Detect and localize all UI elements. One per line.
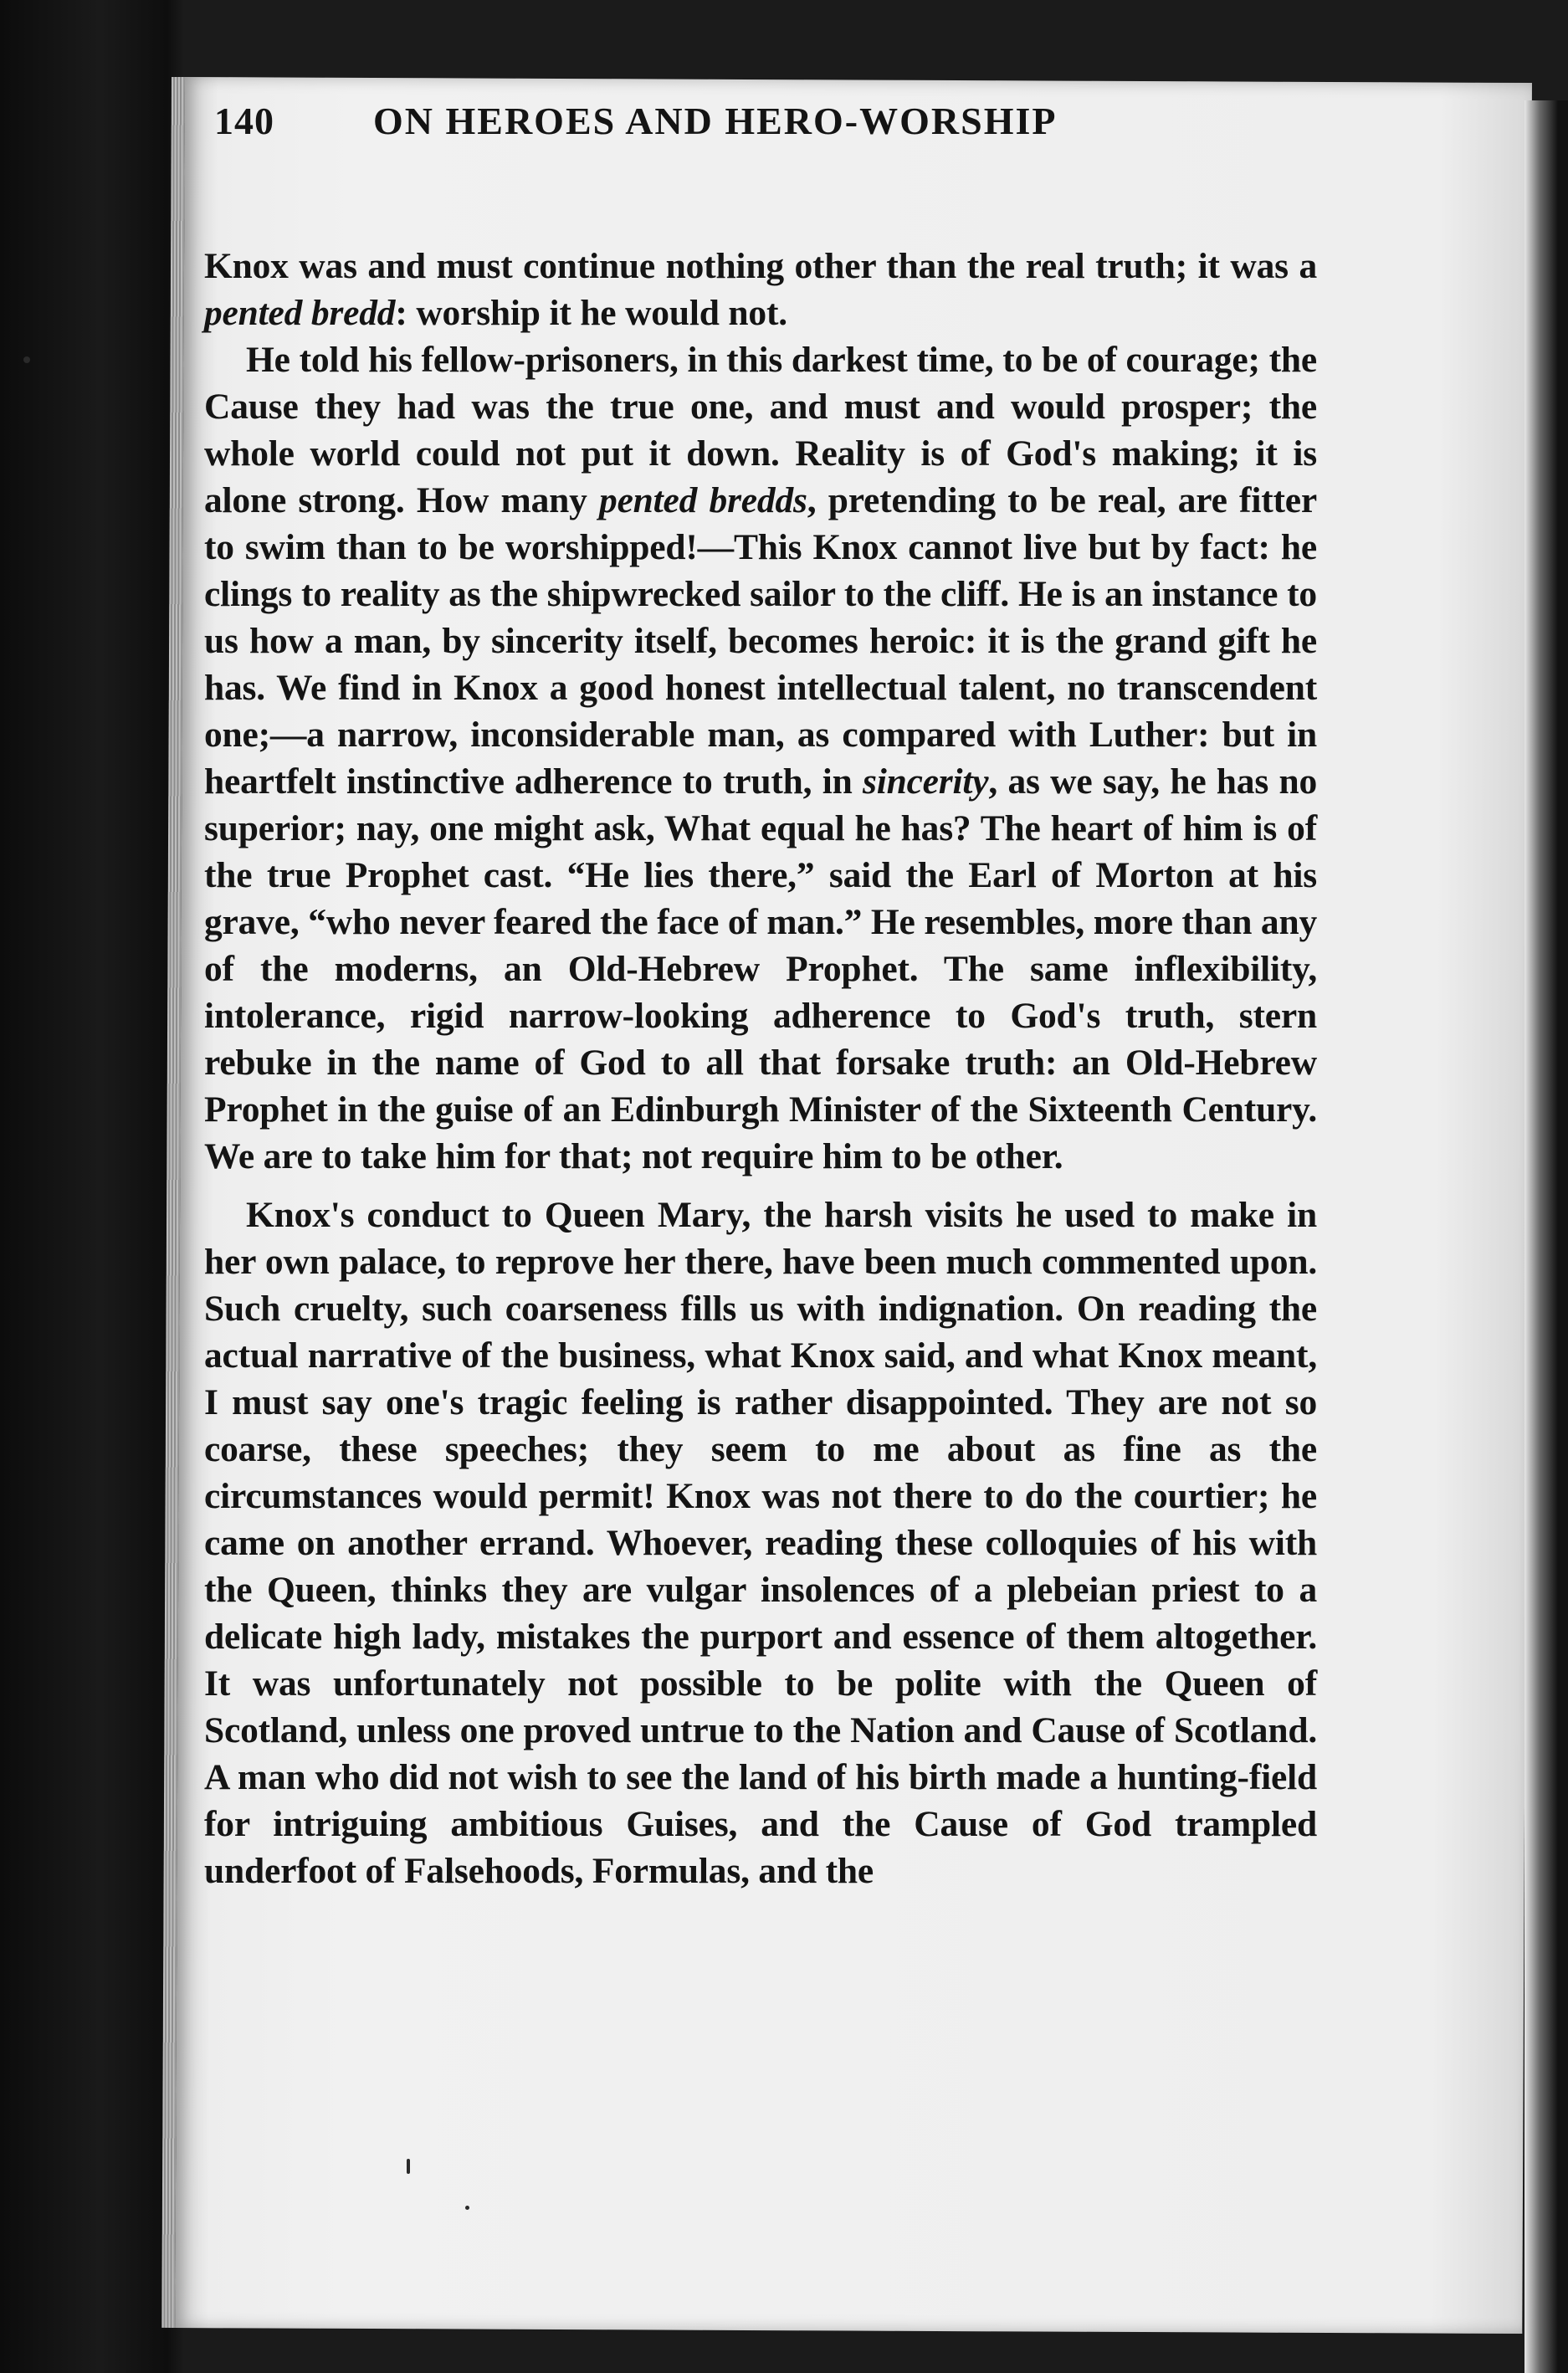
text-run: , pretending to be real, are fitter to swim than to be worshipped!—This Knox cannot live but by fact: he clings to reality as the shipwrecked sailor to the cliff. He is an instance to us how a man, by sincerity itself, becomes heroic: it is the grand gift he has. We find in Knox a good honest intellectual talent, no transcendent one;—a narrow, inconsiderable man, as compared with Luther: but in heartfelt instinctive adherence to truth, in: [204, 480, 1317, 802]
page-header: [214, 92, 1352, 151]
page-right-edge: [1524, 100, 1568, 2373]
paragraph: [204, 336, 1317, 1180]
text-run: : worship it he would not.: [395, 293, 787, 333]
paragraph: [204, 243, 1317, 336]
stray-mark: [23, 356, 30, 363]
text-run: Knox was and must continue nothing other than the real truth; it was a: [204, 246, 1317, 286]
stray-mark: [407, 2159, 410, 2174]
paragraph: [204, 1192, 1317, 1894]
body-text: [204, 243, 1317, 1894]
running-title: ON HEROES AND HERO-WORSHIP: [373, 100, 1058, 142]
italic-run: pented bredds: [599, 480, 807, 520]
text-run: Knox's conduct to Queen Mary, the harsh visits he used to make in her own palace, to reprove her there, have been much commented upon. Such cruelty, such coarseness fills us with indignation. On reading the actual narrative of the business, what Knox said, and what Knox meant, I must say one's tragic feeling is rather disappointed. They are not so coarse, these speeches; they seem to me about as fine as the circumstances would permit! Knox was not there to do the courtier; he came on another errand. Whoever, reading these colloquies of his with the Queen, thinks they are vulgar insolences of a plebeian priest to a delicate high lady, mistakes the purport and essence of them altogether. It was unfortunately not possible to be polite with the Queen of Scotland, unless one proved untrue to the Nation and Cause of Scotland. A man who did not wish to see the land of his birth made a hunting-field for intriguing ambitious Guises, and the Cause of God trampled underfoot of Falsehoods, Formulas, and the: [204, 1195, 1317, 1891]
text-run: He told his fellow-prisoners, in this darkest time, to be of courage; the Cause they had was the true one, and must and would prosper; the whole world could not put it down. Reality is of God's making; it is alone strong. How many: [204, 340, 1317, 520]
page-number: 140: [214, 100, 274, 142]
stray-mark: [465, 2206, 469, 2210]
text-run: , as we say, he has no superior; nay, one might ask, What equal he has? The heart of him is of the true Prophet cast. “He lies there,” said the Earl of Morton at his grave, “who never feared the face of man.” He resembles, more than any of the moderns, an Old-Hebrew Prophet. The same inflexibility, intolerance, rigid narrow-looking adherence to God's truth, stern rebuke in the name of God to all that forsake truth: an Old-Hebrew Prophet in the guise of an Edinburgh Minister of the Sixteenth Century. We are to take him for that; not require him to be other.: [204, 761, 1318, 1176]
italic-run: pented bredd: [204, 293, 396, 333]
italic-run: sincerity: [862, 761, 989, 802]
